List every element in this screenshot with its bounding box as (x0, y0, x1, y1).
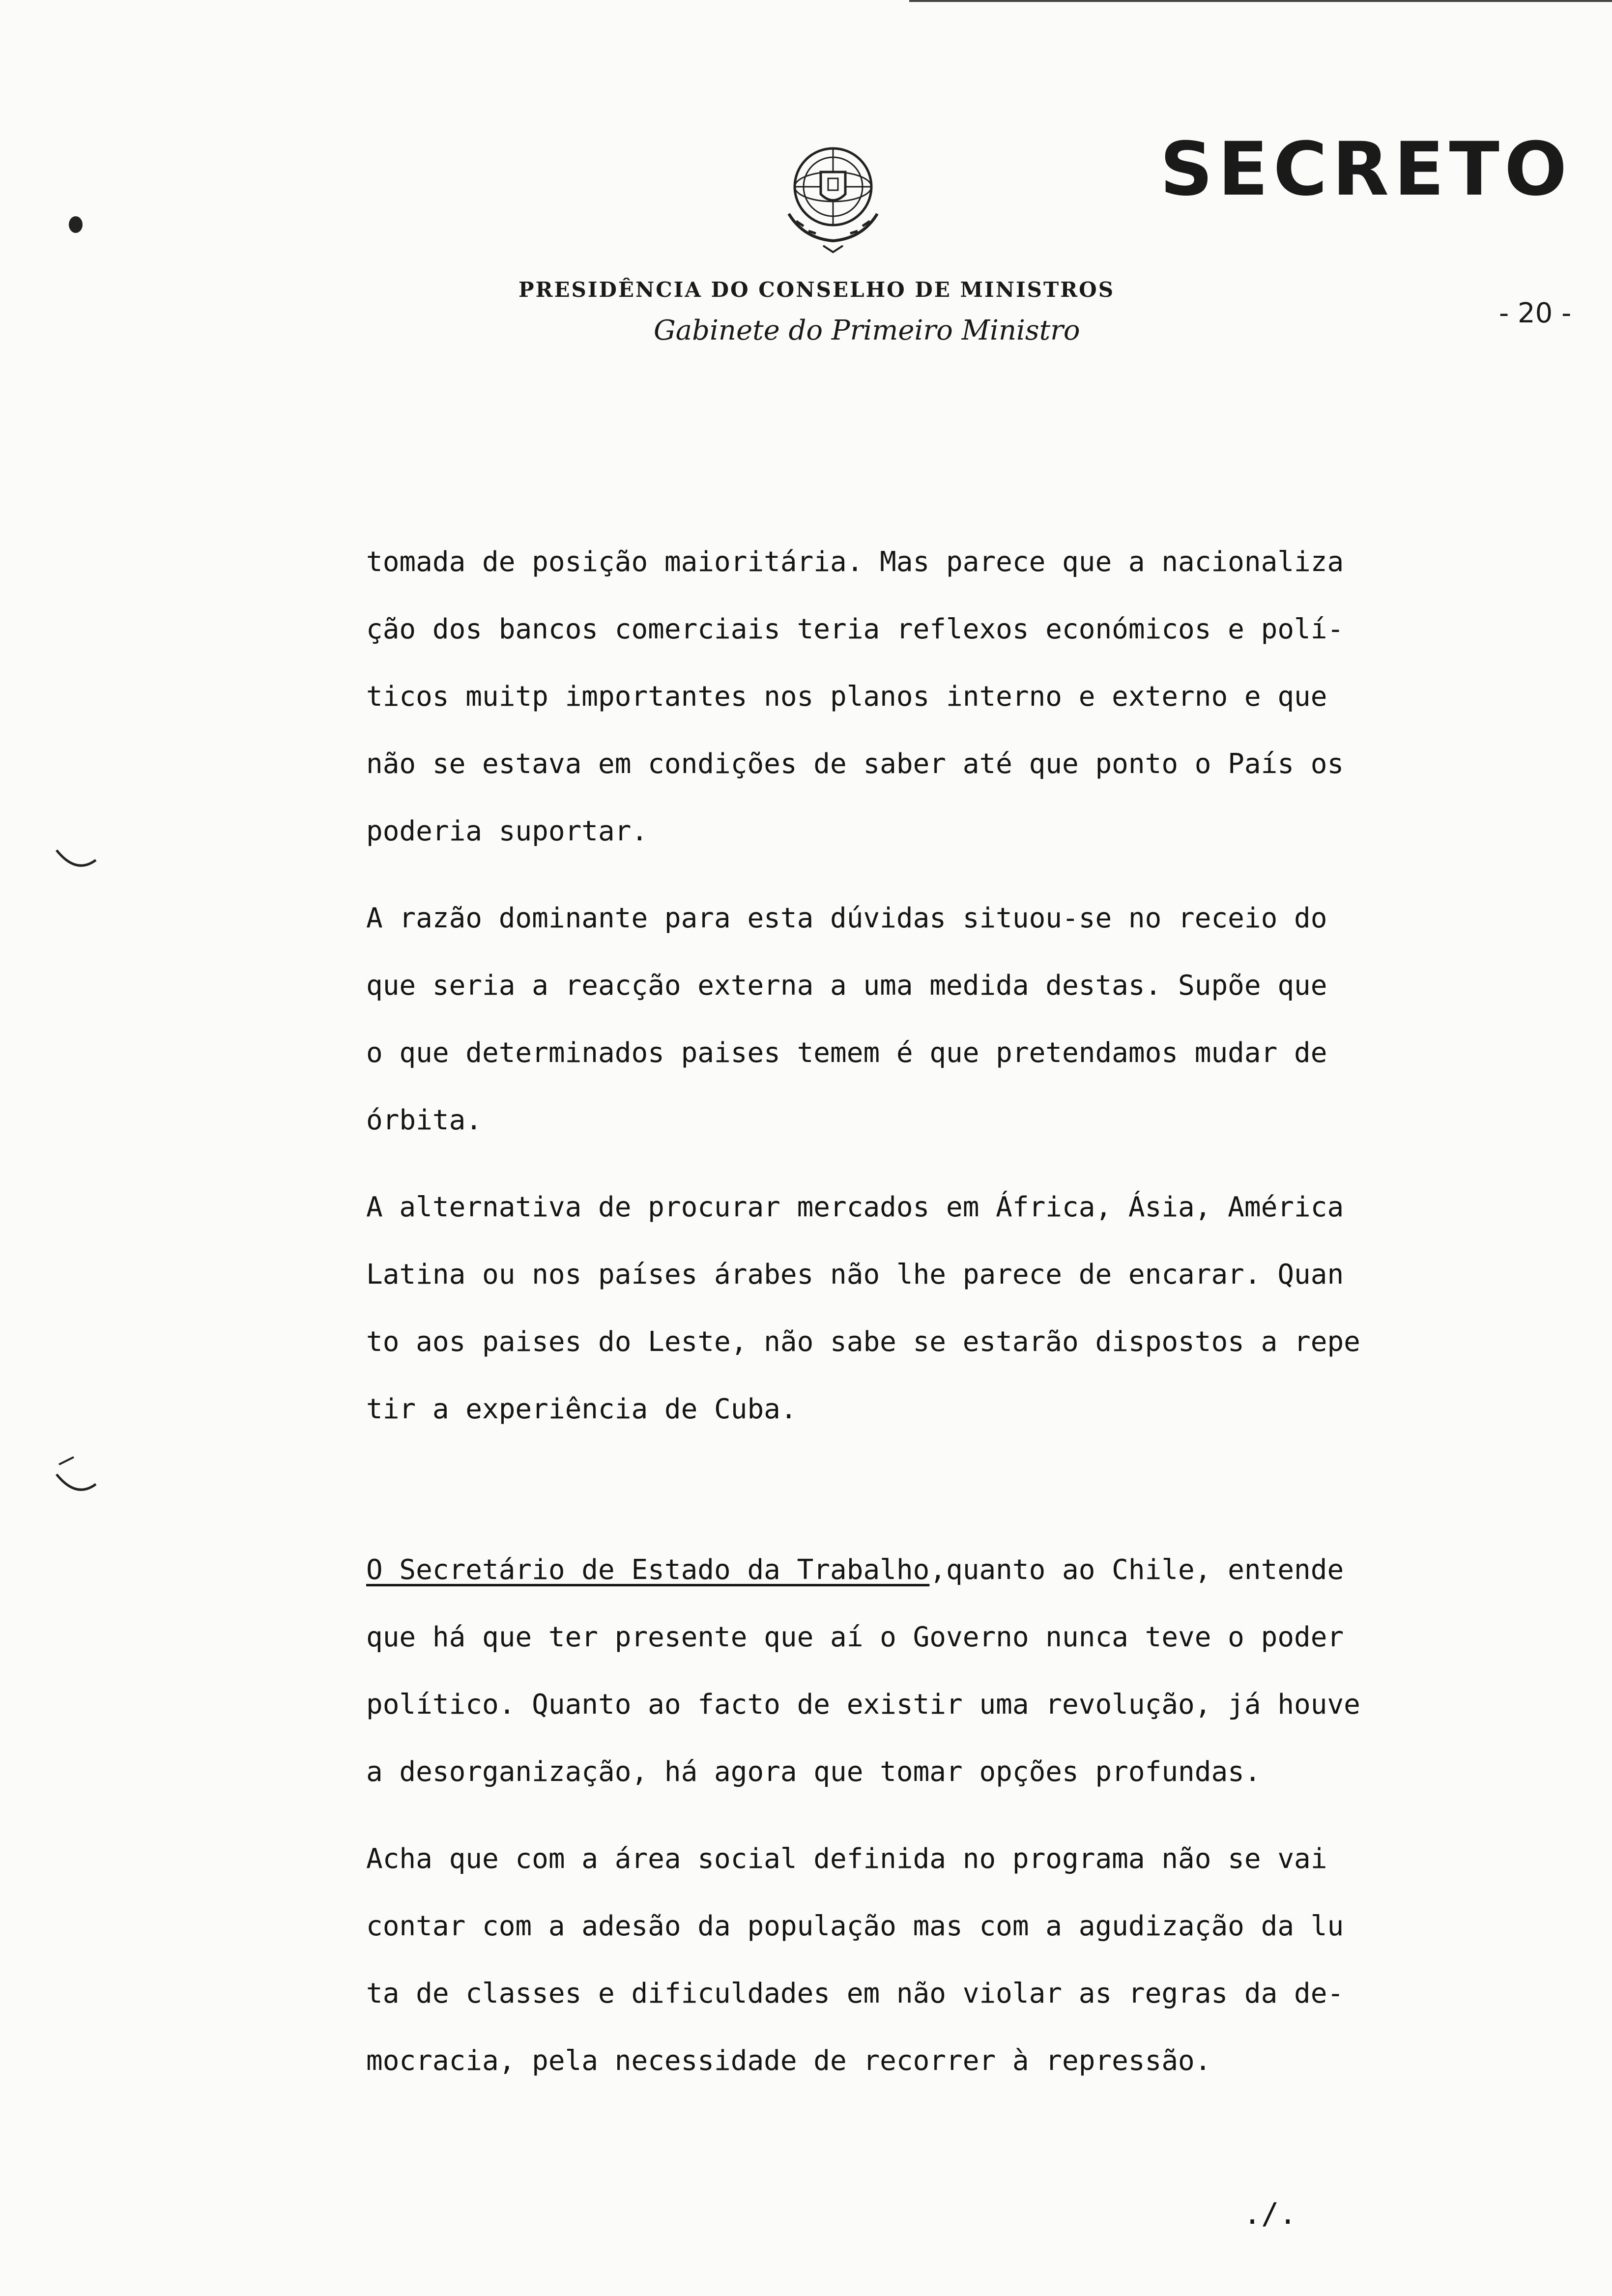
text-line: ção dos bancos comerciais teria reflexos económicos e polí- (366, 613, 1344, 645)
paragraph (366, 885, 1438, 1154)
text-line: órbita. (366, 1104, 483, 1136)
text-line: tir a experiência de Cuba. (366, 1393, 797, 1425)
text-line: to aos paises do Leste, não sabe se estarão dispostos a repe (366, 1326, 1360, 1358)
text-line: que há que ter presente que aí o Governo nunca teve o poder (366, 1621, 1344, 1653)
speaker-name: O Secretário de Estado da Trabalho (366, 1554, 930, 1586)
text-line: ticos muitp importantes nos planos interno e externo e que (366, 681, 1327, 713)
coat-of-arms-icon (774, 140, 892, 253)
text-line: que seria a reacção externa a uma medida destas. Supõe que (366, 970, 1327, 1002)
page-number: - 20 - (1499, 297, 1572, 329)
margin-curve-mark (54, 1455, 98, 1499)
text-line: político. Quanto ao facto de existir uma revolução, já houve (366, 1689, 1360, 1721)
text-fragment: ,quanto ao Chile, entende (929, 1554, 1344, 1586)
paragraph (366, 1536, 1438, 1806)
paragraph (366, 528, 1438, 865)
text-line: o que determinados paises temem é que pretendamos mudar de (366, 1037, 1327, 1069)
text-line: não se estava em condições de saber até que ponto o País os (366, 748, 1344, 780)
text-line: contar com a adesão da população mas com a agudização da lu (366, 1910, 1344, 1942)
text-line: ta de classes e dificuldades em não violar as regras da de- (366, 1978, 1344, 2009)
text-line: A razão dominante para esta dúvidas situou-se no receio do (366, 902, 1327, 934)
continuation-mark: ./. (1243, 2197, 1297, 2231)
text-line: poderia suportar. (366, 815, 648, 847)
text-line: mocracia, pela necessidade de recorrer à repressão. (366, 2045, 1211, 2077)
text-line: Acha que com a área social definida no programa não se vai (366, 1843, 1327, 1875)
text-line: Latina ou nos países árabes não lhe parece de encarar. Quan (366, 1259, 1344, 1291)
text-line (366, 1536, 1438, 1604)
text-line: tomada de posição maioritária. Mas parece que a nacionaliza (366, 546, 1344, 578)
text-line: A alternativa de procurar mercados em África, Ásia, América (366, 1191, 1344, 1223)
top-edge-rule (909, 0, 1612, 2)
punch-hole-mark (69, 216, 83, 233)
secret-stamp: SECRETO (1160, 127, 1572, 212)
paragraph (366, 1825, 1438, 2095)
text-line: a desorganização, há agora que tomar opções profundas. (366, 1756, 1261, 1788)
office-subheading: Gabinete do Primeiro Ministro (654, 315, 1080, 346)
document-body (366, 528, 1438, 2114)
institution-heading: PRESIDÊNCIA DO CONSELHO DE MINISTROS (518, 278, 1115, 302)
paragraph (366, 1174, 1438, 1443)
margin-curve-mark (54, 845, 98, 875)
